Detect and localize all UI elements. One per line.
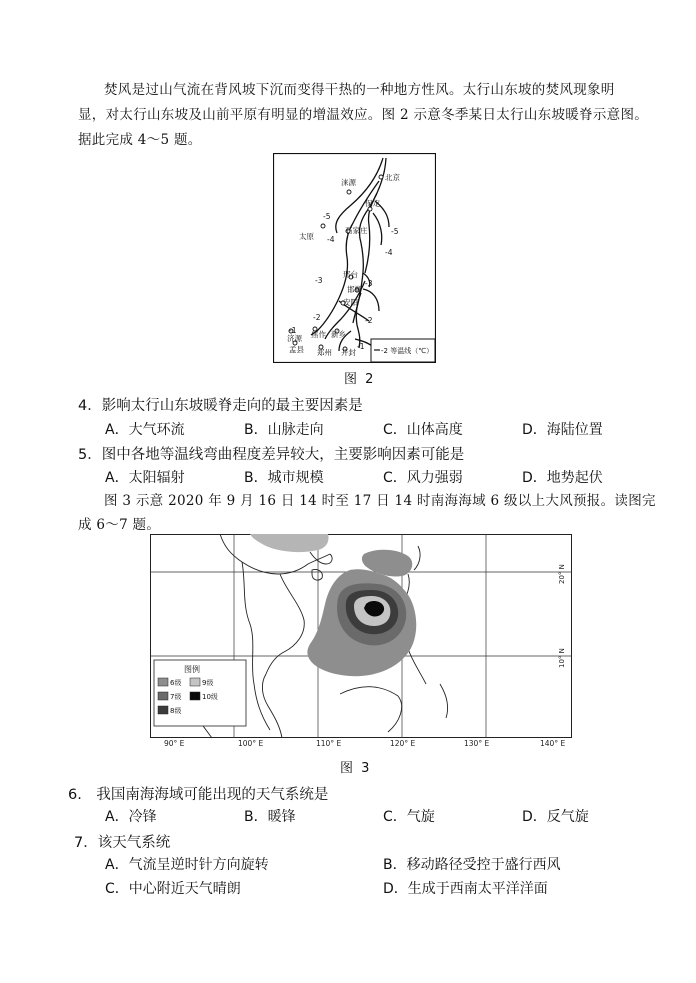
fig3-legend-title: 图例 (184, 665, 200, 674)
lat-label-10N: 10° N (558, 648, 566, 668)
city-label-taiyuan: 太原 (299, 232, 314, 241)
figure-2-caption: 图 2 (344, 372, 376, 387)
city-label-jiyuan: 济源 (287, 334, 302, 343)
city-dot-beijing (379, 175, 383, 179)
city-label-handan: 邯郸 (347, 285, 362, 294)
legend-swatch-6 (158, 678, 168, 686)
legend-label-8: 8级 (170, 707, 182, 715)
figure-3-caption: 图 3 (340, 761, 372, 776)
city-label-mengxian: 孟县 (289, 345, 304, 354)
legend-label-10: 10级 (202, 693, 218, 701)
isoline-label: -3 (315, 276, 323, 285)
legend-swatch-10 (190, 692, 200, 700)
lon-label-100E: 100° E (238, 739, 264, 748)
city-dot-laiyuan (347, 190, 351, 194)
q5-stem: 5．图中各地等温线弯曲程度差异较大，主要影响因素可能是 (78, 447, 465, 463)
city-label-baoding: 保定 (365, 199, 380, 208)
intro2-line2: 成 6～7 题。 (78, 517, 161, 533)
q7-option-b: B．移动路径受控于盛行西风 (383, 857, 561, 873)
city-label-zhengzhou: 郑州 (317, 348, 332, 357)
intro1-line2: 显，对太行山东坡及山前平原有明显的增温效应。图 2 示意冬季某日太行山东坡暖脊示意图。 (78, 107, 649, 123)
lon-label-120E: 120° E (390, 739, 416, 748)
isoline-label: -5 (391, 227, 399, 236)
city-label-anyang: 安阳 (343, 298, 358, 307)
intro1-line3: 据此完成 4～5 题。 (78, 132, 202, 148)
lon-label-110E: 110° E (316, 739, 342, 748)
figure-3-map (150, 534, 572, 748)
isoline-label: -4 (327, 235, 335, 244)
fig2-legend-text: -2 等温线（℃） (381, 347, 434, 355)
isoline-label: -2 (365, 316, 373, 325)
q6-option-a: A．冷锋 (105, 809, 157, 825)
legend-label-6: 6级 (170, 679, 182, 687)
q7-option-d: D．生成于西南太平洋洋面 (383, 881, 548, 897)
intro1-line1: 焚风是过山气流在背风坡下沉而变得干热的一种地方性风。太行山东坡的焚风现象明 (104, 82, 615, 98)
q4-option-d: D．海陆位置 (522, 422, 603, 438)
q4-option-c: C．山体高度 (383, 422, 463, 438)
figure-2-map (273, 153, 436, 363)
q6-option-d: D．反气旋 (522, 809, 589, 825)
q4-option-a: A．大气环流 (105, 422, 185, 438)
legend-swatch-7 (158, 692, 168, 700)
q5-option-d: D．地势起伏 (522, 470, 603, 486)
intro2-line1: 图 3 示意 2020 年 9 月 16 日 14 时至 17 日 14 时南海海域 6 级以上大风预报。读图完 (104, 493, 656, 509)
lon-label-130E: 130° E (464, 739, 490, 748)
q4-option-b: B．山脉走向 (244, 422, 324, 438)
legend-swatch-9 (190, 678, 200, 686)
isoline-label: -1 (289, 326, 297, 335)
city-label-laiyuan: 涞源 (341, 178, 356, 187)
legend-swatch-8 (158, 706, 168, 714)
city-label-xinxiang: 新乡 (331, 330, 346, 339)
q7-stem: 7．该天气系统 (74, 835, 171, 851)
lat-label-20N: 20° N (558, 564, 566, 584)
q6-stem: 6. 我国南海海域可能出现的天气系统是 (68, 787, 329, 803)
q5-option-b: B．城市规模 (244, 470, 324, 486)
city-label-jiaozuo: 焦作 (311, 330, 326, 339)
city-label-shijiazhuang: 石家庄 (345, 226, 368, 235)
lon-label-90E: 90° E (164, 739, 185, 748)
q5-option-c: C．风力强弱 (383, 470, 463, 486)
legend-label-9: 9级 (202, 679, 214, 687)
isoline-label: -2 (313, 313, 321, 322)
isoline-label: -1 (357, 342, 365, 351)
q6-option-b: B．暖锋 (244, 809, 296, 825)
city-label-beijing: 北京 (385, 173, 400, 182)
q7-option-a: A．气流呈逆时针方向旋转 (105, 857, 269, 873)
city-dot-taiyuan (321, 224, 325, 228)
legend-label-7: 7级 (170, 693, 182, 701)
isoline-label: -4 (385, 248, 393, 257)
lon-label-140E: 140° E (540, 739, 566, 748)
q7-option-c: C．中心附近天气晴朗 (105, 881, 241, 897)
q6-option-c: C．气旋 (383, 809, 435, 825)
q4-stem: 4．影响太行山东坡暖脊走向的最主要因素是 (78, 398, 363, 414)
q5-option-a: A．太阳辐射 (105, 470, 185, 486)
city-label-kaifeng: 开封 (341, 348, 356, 357)
isoline-label: -3 (365, 279, 373, 288)
isoline-label: -5 (323, 212, 331, 221)
city-label-xingtai: 邢台 (343, 270, 358, 279)
